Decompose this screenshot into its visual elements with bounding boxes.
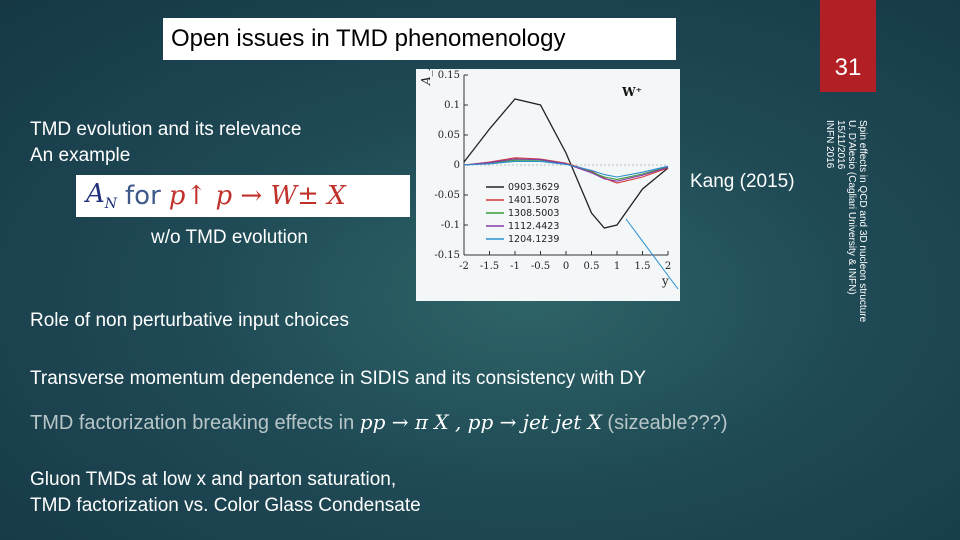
factorization-math: pp → π X , pp → jet jet X [359,410,602,434]
y-tick-label: 0 [453,160,460,171]
page-number-tab [820,0,876,92]
side-footer-text: Spin effects in QCD and 3D nucleon structure U. D'Alesio (Cagliari University & INFN) 15/11/2016 INFN 2016 [824,120,868,323]
x-tick-label: 1 [613,261,621,272]
x-tick-label: 1.5 [634,261,651,272]
formula-process: p↑ p → W± X [168,181,346,211]
x-tick-label: 0 [562,261,570,272]
x-tick-label: -1 [510,261,520,272]
factorization-prefix: TMD factorization breaking effects in [30,412,355,434]
legend-label-5: 1204.1239 [508,234,560,245]
plot-svg [416,69,680,301]
page-number: 31 [834,54,862,81]
x-tick-label: -2 [459,261,469,272]
legend-label-4: 1112.4423 [508,221,560,232]
x-tick-label: -1.5 [479,261,500,272]
x-axis-label: y [662,274,669,288]
kang-label: Kang (2015) [690,171,795,192]
y-tick-label: -0.05 [434,190,460,201]
legend-label-1: 0903.3629 [508,182,560,193]
factorization-suffix: (sizeable???) [607,412,728,434]
gluon-text: Gluon TMDs at low x and parton saturation, TMD factorization vs. Color Glass Condensate [30,469,421,516]
y-axis-label: A_N [419,69,433,85]
y-tick-label: -0.1 [440,220,460,231]
asymmetry-plot [416,69,680,301]
role-text: Role of non perturbative input choices [30,310,349,331]
y-tick-label: 0.1 [444,100,460,111]
slide-title: Open issues in TMD phenomenology [163,18,676,60]
y-tick-label: -0.15 [434,250,460,261]
x-tick-label: 2 [664,261,672,272]
tmd-evolution-text: TMD evolution and its relevance An example [30,119,302,166]
y-tick-label: 0.05 [437,130,460,141]
wo-tmd-evolution-label: w/o TMD evolution [151,227,308,248]
plot-annotation: W⁺ [622,85,642,99]
transverse-text: Transverse momentum dependence in SIDIS and its consistency with DY [30,368,647,389]
x-tick-label: -0.5 [530,261,551,272]
legend-label-2: 1401.5078 [508,195,560,206]
factorization-line [30,410,728,435]
formula-image [76,175,410,217]
formula-for: for [125,181,161,211]
formula-an: $A_N$ [86,179,118,213]
pointer-line [626,219,678,289]
legend-label-3: 1308.5003 [508,208,560,219]
y-tick-label: 0.15 [437,70,460,81]
x-tick-label: 0.5 [583,261,600,272]
